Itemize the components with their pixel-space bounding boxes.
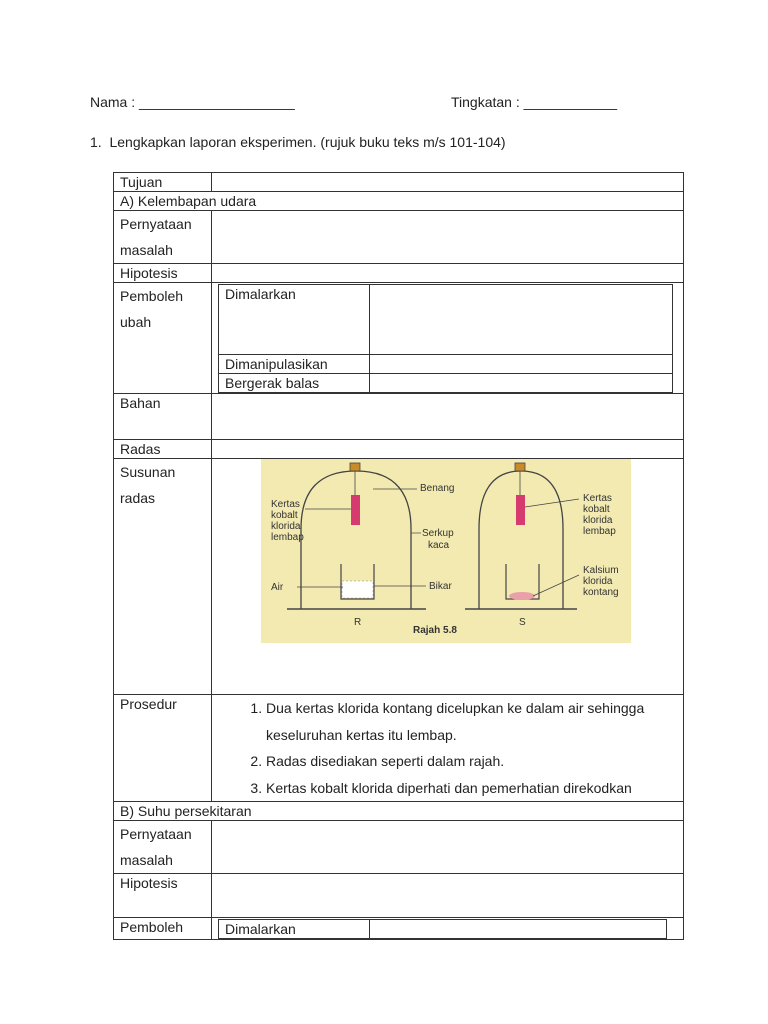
apparatus-cell	[212, 459, 684, 695]
b-variables-cell	[212, 918, 684, 940]
label-radas: Radas	[114, 440, 212, 459]
label-kertas-right-4: lembap	[583, 526, 616, 537]
label-kertas-left-2: kobalt	[271, 510, 298, 521]
answer-cell-b-hipotesis[interactable]	[212, 874, 684, 918]
answer-cell-b-pernyataan-masalah[interactable]	[212, 821, 684, 874]
label-kalsium-1: Kalsium	[583, 565, 619, 576]
label-dimanipulasikan: Dimanipulasikan	[219, 355, 370, 374]
label-kertas-left-1: Kertas	[271, 499, 300, 510]
label-hipotesis: Hipotesis	[114, 264, 212, 283]
procedure-step: 3. Kertas kobalt klorida diperhati dan pemerhatian direkodkan	[266, 775, 683, 802]
label-kertas-right-3: klorida	[583, 515, 613, 526]
variables-table	[218, 284, 673, 393]
answer-cell-hipotesis[interactable]	[212, 264, 684, 283]
label-kertas-right-2: kobalt	[583, 504, 610, 515]
label-kertas-right-1: Kertas	[583, 493, 612, 504]
answer-cell-bahan[interactable]	[212, 394, 684, 440]
label-b-pemboleh: Pemboleh	[114, 918, 212, 940]
procedure-list	[218, 695, 683, 801]
apparatus-drawing	[261, 459, 631, 643]
answer-cell-b-dimalarkan[interactable]	[370, 920, 667, 939]
label-bahan: Bahan	[114, 394, 212, 440]
section-b-heading: B) Suhu persekitaran	[114, 802, 684, 821]
procedure-step: 1. Dua kertas klorida kontang dicelupkan ke dalam air sehingga keseluruhan kertas itu lembap.	[266, 695, 683, 748]
cobalt-paper-s	[516, 495, 525, 525]
answer-cell-dimanipulasikan[interactable]	[370, 355, 673, 374]
figure-caption: Rajah 5.8	[413, 625, 457, 636]
label-r: R	[354, 617, 362, 628]
label-susunan-radas: Susunan radas	[114, 459, 212, 695]
bell-jar-s-knob	[515, 463, 525, 471]
label-dimalarkan: Dimalarkan	[219, 285, 370, 355]
label-pemboleh-ubah: Pemboleh ubah	[114, 283, 212, 394]
label-benang: Benang	[420, 483, 455, 494]
section-a-heading: A) Kelembapan udara	[114, 192, 684, 211]
calcium-chloride-s	[509, 592, 535, 600]
form-level-field-label: Tingkatan : ____________	[451, 94, 618, 110]
bell-jar-r-knob	[350, 463, 360, 471]
answer-cell-radas[interactable]	[212, 440, 684, 459]
b-variables-table	[218, 919, 667, 939]
procedure-step: 2. Radas disediakan seperti dalam rajah.	[266, 748, 683, 775]
label-serkup-2: kaca	[428, 540, 450, 551]
label-b-hipotesis: Hipotesis	[114, 874, 212, 918]
procedure-cell	[212, 695, 684, 802]
answer-cell-pernyataan-masalah[interactable]	[212, 211, 684, 264]
label-kalsium-3: kontang	[583, 587, 619, 598]
label-kertas-left-3: klorida	[271, 521, 301, 532]
answer-cell-dimalarkan[interactable]	[370, 285, 673, 355]
label-kalsium-2: klorida	[583, 576, 613, 587]
answer-cell-tujuan[interactable]	[212, 173, 684, 192]
experiment-report-table	[113, 172, 684, 940]
label-pernyataan-masalah: Pernyataan masalah	[114, 211, 212, 264]
label-b-dimalarkan: Dimalarkan	[219, 920, 370, 939]
variables-cell	[212, 283, 684, 394]
label-b-pernyataan-masalah: Pernyataan masalah	[114, 821, 212, 874]
label-prosedur: Prosedur	[114, 695, 212, 802]
water-r	[342, 581, 373, 598]
label-bergerak-balas: Bergerak balas	[219, 374, 370, 393]
label-bikar: Bikar	[429, 581, 452, 592]
label-tujuan: Tujuan	[114, 173, 212, 192]
label-s: S	[519, 617, 526, 628]
question-text: 1. Lengkapkan laporan eksperimen. (rujuk buku teks m/s 101-104)	[90, 134, 506, 150]
cobalt-paper-r	[351, 495, 360, 525]
name-field-label: Nama : ____________________	[90, 94, 295, 110]
label-kertas-left-4: lembap	[271, 532, 304, 543]
apparatus-diagram	[261, 459, 631, 643]
label-air: Air	[271, 582, 284, 593]
label-serkup-1: Serkup	[422, 528, 454, 539]
answer-cell-bergerak-balas[interactable]	[370, 374, 673, 393]
